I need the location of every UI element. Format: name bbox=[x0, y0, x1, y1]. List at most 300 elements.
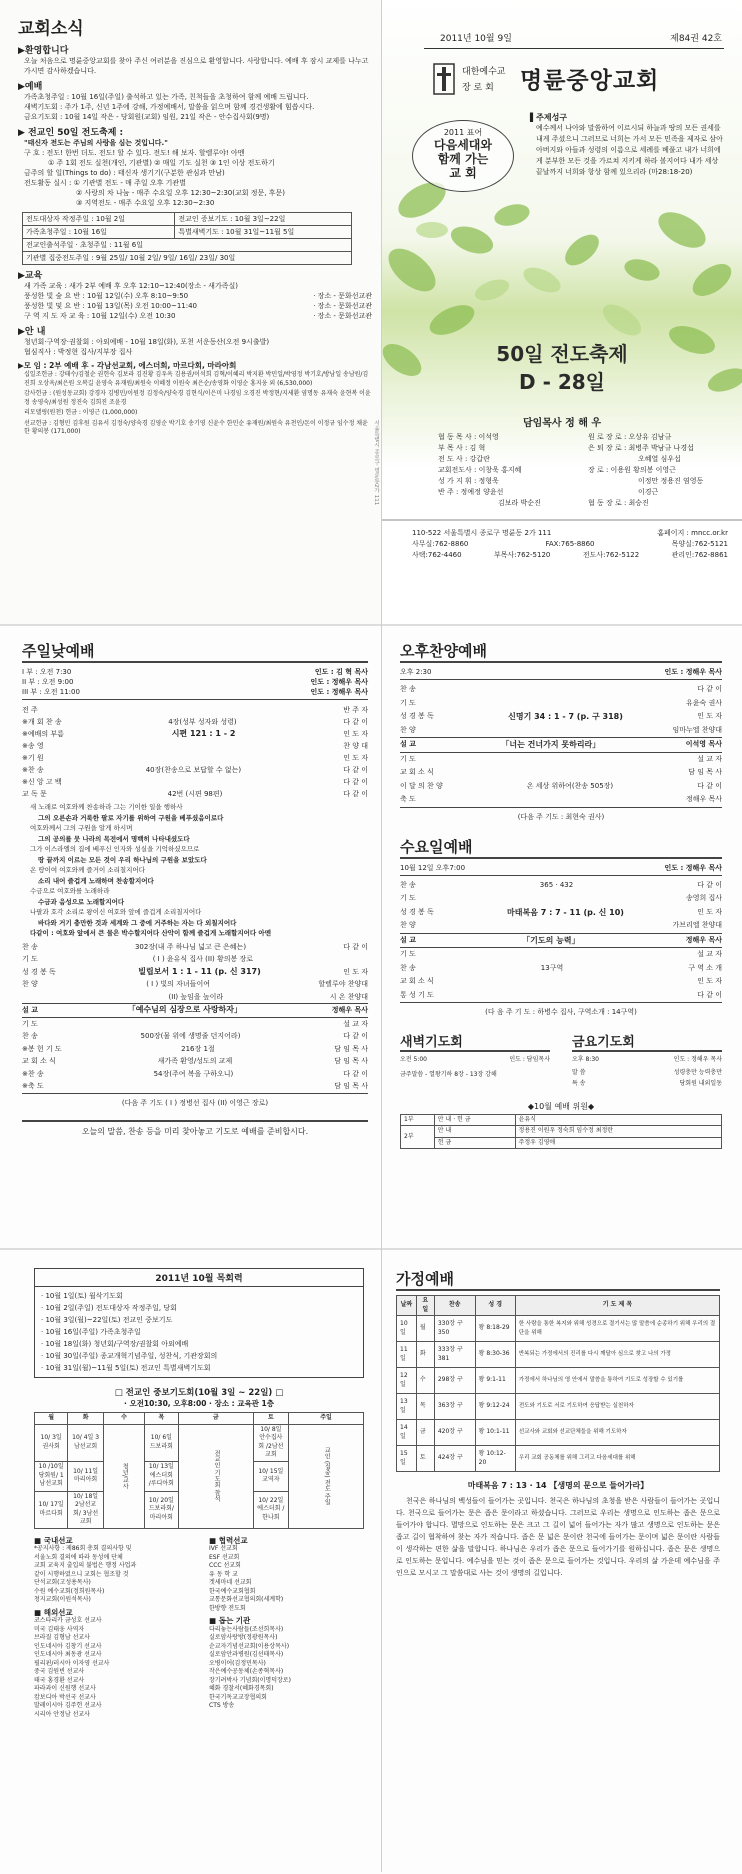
prepare-note: 오늘의 말씀, 찬송 등을 미리 찾아놓고 기도로 예배를 준비합시다. bbox=[22, 1120, 368, 1141]
staff-entry: 이경근 bbox=[638, 488, 659, 496]
schedule-cell: 10/ 3일 권사회 bbox=[35, 1424, 68, 1461]
order-person: 인 도 자 bbox=[697, 712, 722, 720]
order-row bbox=[22, 704, 368, 716]
reading-line: 그의 공의를 뭇 나라의 목전에서 명백히 나타내셨도다 bbox=[38, 834, 190, 843]
volunteer-cell: 안 내 bbox=[434, 1126, 515, 1138]
order-item: 찬 양 bbox=[400, 921, 416, 929]
wednesday-leader: 인도 : 정해우 목사 bbox=[664, 863, 722, 872]
org-item: 실로암안과병원(김선태목사) bbox=[209, 1651, 284, 1658]
family-header: 찬송 bbox=[434, 1296, 475, 1316]
order-row bbox=[400, 879, 722, 893]
order-item: 찬 송 bbox=[22, 1032, 38, 1040]
order-item: 교 회 소 식 bbox=[400, 768, 434, 776]
evangel-motto: "태신자 전도는 주님의 사랑을 심는 것입니다." bbox=[24, 139, 168, 147]
motto-oval bbox=[412, 120, 514, 192]
order-person: 다 같 이 bbox=[343, 718, 368, 726]
family-header: 성 경 bbox=[475, 1296, 515, 1316]
order-item: 교 독 문 bbox=[22, 790, 47, 798]
family-cell: 왕 10:12-20 bbox=[475, 1446, 515, 1472]
afternoon-title: 오후찬양예배 bbox=[400, 642, 487, 660]
family-cell: 목 bbox=[416, 1394, 434, 1420]
order-item: 설 교 bbox=[400, 740, 416, 748]
order-item: 기 도 bbox=[400, 698, 416, 707]
domestic-title: ■ 국내선교 bbox=[34, 1535, 73, 1545]
order-row bbox=[22, 1003, 368, 1018]
schedule-side: 교인 (집중) 전도 주일 bbox=[288, 1424, 363, 1528]
responsive-reading bbox=[30, 802, 368, 939]
motto-line: 교 회 bbox=[449, 166, 477, 180]
org-item: 순교자기념선교회(이용상목사) bbox=[209, 1642, 290, 1650]
staff-entry: 김보라 박순진 bbox=[498, 499, 541, 507]
schedule-cell: 10/ 17일 마르다회 bbox=[35, 1491, 68, 1528]
sunday-order2-list bbox=[22, 941, 368, 1094]
edu-place: · 장소 - 문화선교관 bbox=[313, 302, 372, 310]
order-row bbox=[400, 710, 722, 724]
family-cell: 333장 구381 bbox=[434, 1342, 475, 1368]
family-cell: 12일 bbox=[397, 1368, 417, 1394]
order-row bbox=[22, 752, 368, 764]
day-header: 화 bbox=[68, 1413, 104, 1425]
reading-line: 바다와 거기 충만한 것과 세계와 그 중에 거주하는 자는 다 외칠지어다 bbox=[38, 918, 237, 927]
order-item: 성 경 봉 독 bbox=[400, 712, 434, 720]
wednesday-order-list bbox=[400, 879, 722, 1004]
day-header: 월 bbox=[35, 1413, 68, 1425]
bulletin-date: 2011년 10월 9일 bbox=[440, 34, 512, 44]
staff-entry: 협 동 장 로 : 최승진 bbox=[588, 499, 649, 507]
afternoon-footnote: (다음 주 기도 : 최현숙 권사) bbox=[517, 812, 605, 821]
staff-entry: 전 도 사 : 강갑란 bbox=[438, 455, 490, 463]
family-cell: 424장 구 bbox=[434, 1446, 475, 1472]
assoc-item: 한방향 전도회 bbox=[209, 1604, 246, 1612]
offering-heading: ▶모 임 : 2부 예배 후 - 각남선교회, 에스더회, 마르다회, 마라아회 bbox=[18, 361, 237, 370]
order-row bbox=[400, 989, 722, 1004]
offering-item: 감사헌금 : (원성동교회) 강경자 김병민/이원정 김정숙/양숙경 김현식/이은미 나경임 오경진 박정현/지세환 염명동 유재숙 윤현복 이윤정 송영숙/최성원 정진숙 김희진 조윤경 bbox=[24, 390, 371, 406]
calendar-item: · 10월 1일(토) 월삭기도회 bbox=[41, 1292, 123, 1300]
order-item: ※찬 송 bbox=[22, 1069, 44, 1078]
news-title: 교회소식 bbox=[18, 19, 84, 39]
order-item: 찬 송 bbox=[400, 880, 416, 889]
family-cell: 420장 구 bbox=[434, 1420, 475, 1446]
edu-row bbox=[24, 291, 372, 301]
wednesday-title: 수요일예배 bbox=[400, 837, 473, 856]
reading-line: 땅 끝까지 이르는 모든 것이 우리 하나님의 구원을 보았도다 bbox=[38, 855, 207, 864]
assoc-item: 한국예수교회협회 bbox=[209, 1587, 256, 1595]
order-row bbox=[22, 966, 368, 979]
overseas-item: 필리핀/러시아 이자영 선교사 bbox=[34, 1659, 110, 1667]
org-item: 오병이어(김정민목사) bbox=[209, 1659, 266, 1667]
family-header: 기 도 제 목 bbox=[515, 1296, 719, 1316]
order-content: 「너는 건너가지 못하리라」 bbox=[501, 740, 601, 749]
order-person: 담 임 목 사 bbox=[334, 1044, 368, 1053]
edu-row bbox=[24, 301, 372, 311]
family-cell: 가정에서 하나님의 영 안에서 말씀을 통하여 기도로 성장할 수 있기를 bbox=[515, 1368, 719, 1394]
order-person: 다 같 이 bbox=[697, 781, 722, 790]
order-content: 54장(주여 복을 구하오니) bbox=[153, 1069, 234, 1078]
worship-line: 금요기도회 : 10월 14일 작은 - 당회원(교회) 임원, 21일 작은 - 안수집사회(9명) bbox=[24, 113, 270, 121]
overseas-title: ■ 해외선교 bbox=[34, 1607, 73, 1617]
order-item: ※찬 송 bbox=[22, 766, 44, 774]
order-content: 신명기 34 : 1 - 7 (p. 구 318) bbox=[508, 712, 623, 721]
center-fold-line bbox=[381, 0, 382, 1872]
volunteer-cell: 2부 bbox=[401, 1126, 435, 1149]
overseas-item: 인도네시아 최동광 선교사 bbox=[34, 1651, 102, 1658]
order-content: 「예수님의 심장으로 사랑하자」 bbox=[127, 1005, 243, 1014]
church-news-panel bbox=[0, 0, 382, 624]
prayer-schedule-table bbox=[34, 1412, 364, 1529]
dawn-text: 금주말씀 - 열왕기하 8장 - 13장 강해 bbox=[400, 1070, 497, 1078]
order-content: 500장(물 위에 생명줄 던지어라) bbox=[140, 1032, 241, 1040]
order-person: 인 도 자 bbox=[697, 907, 722, 916]
evangel-line: 전도활동 실시 : ① 기관별 전도 - 매 주일 오후 기관별 bbox=[24, 179, 186, 187]
order-item: ※축 도 bbox=[22, 1082, 44, 1090]
reading-line: 다같이 : 여호와 앞에서 큰 물은 박수할지어다 산악이 함께 즐겁게 노래할지어다 아멘 bbox=[30, 929, 271, 937]
edu-row bbox=[24, 311, 372, 321]
order-item: 찬 송 bbox=[400, 963, 416, 972]
order-row bbox=[400, 906, 722, 920]
afternoon-order-list bbox=[400, 683, 722, 808]
order-row bbox=[400, 892, 722, 906]
schedule-cell: 전교인출석주일 · 초청주일 : 11월 6일 bbox=[23, 239, 352, 252]
dawn-prayer-box bbox=[400, 1031, 550, 1089]
motto-line: 함께 가는 bbox=[437, 152, 489, 166]
order-row bbox=[400, 724, 722, 738]
family-cell: 한 사람을 통한 복지와 위해 성경으로 결기서는 많 말씀에 순종하기 위해 우리의 결단을 위해 bbox=[515, 1316, 719, 1342]
order-person: 구 역 소 개 bbox=[688, 963, 722, 972]
org-item: 작은예수공동체(손종혁목사) bbox=[209, 1668, 284, 1675]
volunteer-title: ◆10월 예배 위원◆ bbox=[527, 1101, 595, 1111]
order-person: 할렐루야 찬양대 bbox=[318, 980, 368, 988]
edu-text: 구 역 지 도 자 교 육 : 10월 12일(수) 오전 10:30 bbox=[24, 312, 176, 320]
order-item: ※신 앙 고 백 bbox=[22, 778, 62, 786]
welcome-text: 오늘 처음으로 명륜중앙교회를 찾아 주신 여러분을 진심으로 환영합니다. 사랑합니다. 예배 후 잠시 교제를 나누고 가시면 감사하겠습니다. bbox=[24, 57, 369, 75]
tel: 관리인:762-8861 bbox=[671, 551, 728, 559]
family-cell: 왕 8:18-29 bbox=[475, 1316, 515, 1342]
order-person: 다 같 이 bbox=[343, 1032, 368, 1040]
order-row bbox=[22, 764, 368, 776]
calendar-title: 2011년 10월 목회력 bbox=[35, 1269, 363, 1287]
service-time: III 부 : 오전 11:00 bbox=[22, 688, 80, 696]
calendar-box bbox=[34, 1268, 364, 1378]
edu-row bbox=[24, 281, 372, 291]
church-logo-icon bbox=[432, 62, 456, 96]
order-content: 시편 121 : 1 - 2 bbox=[171, 729, 236, 738]
family-cell: 11일 bbox=[397, 1342, 417, 1368]
org-item: 실로암사랑방(정광원목사) bbox=[209, 1634, 278, 1641]
contact-info bbox=[412, 528, 728, 561]
denomination-1: 대한예수교 bbox=[462, 67, 506, 77]
order-person: 다 같 이 bbox=[343, 766, 368, 774]
order-person: 담 임 목 사 bbox=[688, 768, 722, 776]
schedule-cell: 전교인 증보기도 : 10월 3일~22일 bbox=[175, 213, 352, 226]
domestic-item: 교회 교육지 출입의 불법은 행정 사업과 bbox=[34, 1562, 137, 1569]
calendar-item: · 10월 16일(주일) 가족초청주일 bbox=[41, 1328, 141, 1336]
tel: 전도사:762-5122 bbox=[582, 551, 640, 559]
offering-item: 리모델링(원천) 헌금 : 이영근 (1,000,000) bbox=[24, 409, 138, 416]
order-person: 다 같 이 bbox=[697, 685, 722, 693]
family-cell: 왕 9:12-24 bbox=[475, 1394, 515, 1420]
order-person: 정해우 목사 bbox=[331, 1006, 368, 1014]
assoc-item: CCC 선교회 bbox=[209, 1562, 241, 1569]
domestic-missions bbox=[34, 1537, 194, 1720]
assoc-item: ESF 선교회 bbox=[209, 1553, 240, 1561]
denomination-2: 장 로 회 bbox=[462, 83, 494, 93]
calendar-item: · 10월 30일(주일) 종교개혁기념주일, 성찬식, 기관장회의 bbox=[41, 1352, 218, 1360]
worship-line: 가족초청주일 : 10월 16일(주일) 출석하고 있는 가족, 친척들을 초청하여 함께 예배 드립니다. bbox=[24, 93, 309, 101]
org-item: 다리놓는사람들(조선희목사) bbox=[209, 1625, 284, 1633]
overseas-item: 중국 김원빈 선교사 bbox=[34, 1668, 85, 1675]
volunteer-cell: 윤유식 bbox=[515, 1114, 721, 1126]
staff-entry: 장 로 : 이용원 황의봉 이영근 bbox=[588, 466, 676, 474]
family-cell: 330장 구350 bbox=[434, 1316, 475, 1342]
partner-missions bbox=[209, 1537, 364, 1720]
order-content: 42번 (시편 98편) bbox=[167, 790, 223, 798]
order-row bbox=[22, 978, 368, 991]
overseas-item: 브라질 김형남 선교사 bbox=[34, 1634, 90, 1641]
evangel-line: ① 주 1회 전도 실천(개인, 기관별) ② 매일 기도 실천 ③ 1인 이상 전도하기 bbox=[48, 159, 275, 167]
order-row bbox=[400, 753, 722, 767]
friday-title: 금요기도회 bbox=[572, 1035, 635, 1050]
evangel-heading: ▶ 전교인 50일 전도축제 : bbox=[18, 128, 124, 138]
order-content: 216장 1절 bbox=[181, 1044, 215, 1053]
order-content: 온 세상 위하여(찬송 505장) bbox=[526, 781, 614, 790]
order-row bbox=[22, 1043, 368, 1056]
reading-line: 소리 내어 즐겁게 노래하며 찬송할지어다 bbox=[38, 876, 154, 885]
sunday-title: 주일낮예배 bbox=[22, 642, 95, 660]
order-person: 송영희 집사 bbox=[685, 894, 722, 902]
wednesday-time: 10월 12일 오후7:00 bbox=[400, 863, 466, 872]
volunteer-cell: 정용진 이원우 정숙희 임수정 최정란 bbox=[515, 1126, 721, 1138]
family-cell: 10일 bbox=[397, 1316, 417, 1342]
family-cell: 전도와 기도로 서로 기도하여 응답받는 실천하자 bbox=[515, 1394, 719, 1420]
staff-entry: 교회전도사 : 이창욱 홍지혜 bbox=[438, 466, 522, 474]
overseas-item: 시리아 안정남 선교사 bbox=[34, 1710, 90, 1718]
reading-line: 수금과 음성으로 노래할지어다 bbox=[38, 897, 125, 906]
assoc-item: IVF 선교회 bbox=[209, 1545, 238, 1552]
order-person: 인 도 자 bbox=[343, 730, 368, 738]
friday-content: 성령충만 능력충만 bbox=[673, 1068, 722, 1076]
weekday-worship-panel bbox=[382, 624, 742, 1250]
evangel-schedule-table bbox=[22, 212, 352, 265]
tel: 사무실:762-8860 bbox=[412, 540, 469, 548]
family-cell: 월 bbox=[416, 1316, 434, 1342]
order-item: 기 도 bbox=[400, 950, 416, 958]
order-person: 설 교 자 bbox=[697, 950, 722, 958]
order-item: 성 경 봉 독 bbox=[400, 907, 434, 916]
family-worship-panel bbox=[382, 1248, 742, 1874]
reading-line: 여호와께서 그의 구원을 알게 하시며 bbox=[30, 824, 133, 832]
day-header: 금 bbox=[178, 1413, 253, 1425]
theme-verse: 예수께서 나아와 말씀하여 이르시되 하늘과 땅의 모든 권세를 내게 주셨으니 그러므로 너희는 가서 모든 민족을 제자로 삼아 아버지와 아들과 성령의 이름으로 세례를 베풀고 내가 너희에게 분부한 모든 것을 가르쳐 지키게 하라 볼지어다 내가 세상 끝날까지 너희와 항상 함께 있으리라 (마28:18-20) bbox=[536, 124, 723, 176]
family-cell: 우리 교회 공동체를 위해 그리고 다음세대를 위해 bbox=[515, 1446, 719, 1472]
tel: 사택:762-4460 bbox=[412, 551, 462, 559]
meditation-title: 마태복음 7 : 13 · 14 【생명의 문으로 들어가라】 bbox=[467, 1481, 649, 1490]
friday-content: 당회원 내외일동 bbox=[679, 1080, 722, 1087]
tel: 부목사:762-5120 bbox=[494, 551, 551, 559]
order-person: 설 교 자 bbox=[697, 754, 722, 763]
reading-line: 온 땅이여 여호와께 즐거이 소리칠지어다 bbox=[30, 866, 146, 874]
assoc-title: ■ 협력선교 bbox=[209, 1535, 248, 1545]
day-header: 주일 bbox=[288, 1413, 363, 1425]
domestic-item: 수원 예수교회(정희원목사) bbox=[34, 1587, 105, 1595]
order-person: 인 도 자 bbox=[343, 754, 368, 762]
domestic-item: 같이 시행하였으니 교회는 협조할 것 bbox=[34, 1570, 129, 1578]
theme-title: ▌주제성구 bbox=[530, 113, 568, 122]
order-content: 40장(찬송으로 보답할 수 없는) bbox=[145, 766, 242, 774]
edu-text: 풍성한 빛 숲 요 반 : 10월 12일(수) 오후 8:10~9:50 bbox=[24, 292, 189, 300]
order-item: 축 도 bbox=[400, 795, 416, 803]
order-item: 이 달 의 찬 양 bbox=[400, 781, 443, 790]
theme-verse-box bbox=[530, 112, 726, 178]
schedule-cell: 10/ 18일 2남선교회/ 3남선교회 bbox=[68, 1491, 104, 1528]
order-item: 찬 송 bbox=[22, 942, 38, 951]
order-row bbox=[400, 962, 722, 976]
afternoon-time: 오후 2:30 bbox=[400, 668, 432, 676]
address: 110-522 서울특별시 종로구 명륜동 2가 111 bbox=[412, 529, 552, 537]
order-person: 다 같 이 bbox=[343, 1069, 368, 1078]
cover-panel bbox=[382, 0, 742, 624]
senior-pastor: 담임목사 정 해 우 bbox=[522, 418, 602, 429]
day-header: 목 bbox=[144, 1413, 178, 1425]
order-person: 담 임 목 사 bbox=[334, 1082, 368, 1090]
family-cell: 선교사와 교회와 선교단체들을 위해 기도하자 bbox=[515, 1420, 719, 1446]
welcome-heading: ▶환영합니다 bbox=[18, 46, 69, 56]
reading-line: 그의 오른손과 거룩한 팔로 자기를 위하여 구원을 베푸셨음이로다 bbox=[38, 813, 224, 822]
order-row bbox=[22, 941, 368, 954]
family-cell: 왕 9:1-11 bbox=[475, 1368, 515, 1394]
order-item: 찬 양 bbox=[400, 725, 416, 734]
family-cell: 298장 구 bbox=[434, 1368, 475, 1394]
order-row bbox=[22, 1018, 368, 1031]
worship-line: 새벽기도회 : 주가 1주, 신년 1주에 강해, 가정예배서, 말씀을 읽으며 함께 경건생활에 힘씁시다. bbox=[24, 103, 315, 111]
schedule-cell: 10/ 8일 안수집사회 /2남선교회 bbox=[253, 1424, 288, 1461]
dawn-leader: 인도 : 담임목사 bbox=[509, 1056, 550, 1063]
calendar-item: · 10월 3일(월)~22일(토) 전교인 중보기도 bbox=[41, 1316, 173, 1324]
family-cell: 14일 bbox=[397, 1420, 417, 1446]
family-cell: 15일 bbox=[397, 1446, 417, 1472]
notice-line: 협심직사 : 박정현 집사/지부장 집사 bbox=[24, 348, 133, 356]
order-person: 설 교 자 bbox=[343, 1019, 368, 1028]
order-content: ( I ) 빛의 자녀들이여 bbox=[146, 980, 210, 988]
order-row bbox=[400, 697, 722, 711]
schedule-cell: 10/ 13일 에스더회 /루디아회 bbox=[144, 1461, 178, 1491]
friday-item: 말 씀 bbox=[572, 1068, 586, 1076]
schedule-cell: 기관별 집중전도주일 : 9월 25일/ 10월 2일/ 9일/ 16일/ 23일/ 30일 bbox=[23, 252, 352, 265]
staff-list bbox=[438, 432, 728, 509]
motto-line: 다음세대와 bbox=[434, 138, 492, 152]
order-item: 성 경 봉 독 bbox=[22, 967, 56, 976]
order-item: 설 교 bbox=[22, 1006, 38, 1014]
domestic-item: 단석교회(고성용목사) bbox=[34, 1579, 91, 1586]
reading-line: 수금으로 여호와를 노래하라 bbox=[30, 887, 110, 895]
service-leader: 인도 : 김 혁 목사 bbox=[314, 668, 368, 676]
overseas-item: 인도네시아 김창기 선교사 bbox=[34, 1642, 102, 1650]
overseas-item: 코스타리카 금성호 선교사 bbox=[34, 1617, 102, 1624]
homepage: 홈페이지 : mncc.or.kr bbox=[657, 529, 728, 537]
order-person: 가브리엘 찬양대 bbox=[672, 921, 722, 929]
schedule-side: 청년/교사 bbox=[103, 1424, 144, 1528]
order-person: 다 같 이 bbox=[343, 790, 368, 798]
staff-entry: 은 퇴 장 로 : 최병주 박남규 나경섭 bbox=[588, 444, 694, 452]
order-person: 정해우 목사 bbox=[685, 795, 722, 803]
bulletin-issue: 제84권 42호 bbox=[670, 34, 722, 44]
schedule-cell: 가족초청주일 : 10월 16일 bbox=[23, 226, 175, 239]
order-person: 다 같 이 bbox=[343, 778, 368, 786]
notice-line: 청년회·구역장·권찰회 : 아외예배 - 10월 18일(화), 포천 서운동산(오전 9시출발) bbox=[24, 338, 270, 346]
schedule-cell: 10/ 4일 3남선교회 bbox=[68, 1424, 104, 1461]
schedule-cell: 10/ 15일 교역자 bbox=[253, 1461, 288, 1491]
volunteer-cell: 주정우 김영애 bbox=[515, 1137, 721, 1149]
wednesday-footnote: (다 음 주 기 도 : 하병수 집사, 구역소개 : 14구역) bbox=[485, 1008, 637, 1016]
order-row bbox=[400, 948, 722, 962]
worship-heading: ▶예배 bbox=[18, 82, 43, 92]
edu-text: 새 가족 교육 : 새가 2부 예배 후 오후 12:10~12:40(장소 - 새가족실) bbox=[24, 282, 238, 290]
prayer-time: · 오전10:30, 오후8:00 · 장소 : 교육관 1층 bbox=[123, 1399, 275, 1408]
family-cell: 금 bbox=[416, 1420, 434, 1446]
org-title: ■ 돕는 기관 bbox=[209, 1616, 251, 1625]
family-header: 날짜 bbox=[397, 1296, 417, 1316]
friday-time: 오후 8:30 bbox=[572, 1056, 599, 1063]
family-cell: 13일 bbox=[397, 1394, 417, 1420]
volunteer-cell: 1부 bbox=[401, 1114, 435, 1126]
order-item: 기 도 bbox=[400, 754, 416, 763]
staff-entry: 원 로 장 로 : 오상유 김남규 bbox=[588, 433, 672, 441]
fax: FAX:765-8860 bbox=[545, 540, 595, 548]
evangel-line: 구 호 : 전도! 한번 더도. 전도! 할 수 있다. 전도! 해 보자. 할렐루야! 아멘 bbox=[24, 149, 245, 157]
family-cell: 화 bbox=[416, 1342, 434, 1368]
order-row bbox=[22, 776, 368, 788]
offering-item: 선교헌금 : 김형민 김후원 김유서 김정숙/양숙경 김영순 박기호 송기영 신윤수 한민순 유재원/최원숙 유천인/돈이 이정규 임수정 채윤한 황의봉 (171,000) bbox=[24, 419, 368, 435]
schedule-cell: 전도대상자 작정주일 : 10월 2일 bbox=[23, 213, 175, 226]
order-person: 인 도 자 bbox=[343, 967, 368, 976]
order-row bbox=[22, 1030, 368, 1043]
staff-entry: 반 주 : 정예정 양윤선 bbox=[438, 488, 504, 496]
order-row bbox=[400, 919, 722, 933]
meditation-text: 천국은 하나님의 백성들이 들어가는 곳입니다. 천국은 하나님의 초청을 받은 사람들이 들어가는 곳입니다. 천국으로 들어가는 문은 좁은 문이라고 하셨습니다. 그러므로 우리는 생명으로 인도하는 좁은 문으로 들어가야 합니다. 멸망으로 인도하는 문은 크고 그 길이 넓어 들어가는 자가 많고 생명으로 인도하는 문은 좁고 길이 협착하여 찾는 자가 적습니다. 좁은 문 넓은 문이란 천국에 들어가는 문이며 넓은 문이란 사람들이 생각하는 편한 삶을 말합니다. 하나님은 우리가 좁은 문으로 들어가기를 원하십니다. 좁은 문은 생명으로 인도하는 문입니다. 예수님을 믿는 것이 좁은 문으로 들어가는 것입니다. 우리의 삶 가운데 예수님을 주인으로 모시고 그 말씀대로 사는 것이 생명의 길입니다. bbox=[396, 1497, 720, 1577]
order-row bbox=[22, 1068, 368, 1081]
family-cell: 왕 8:30-36 bbox=[475, 1342, 515, 1368]
order-row bbox=[22, 788, 368, 800]
dawn-time: 오전 5:00 bbox=[400, 1056, 427, 1063]
friday-item: 특 송 bbox=[572, 1080, 586, 1087]
order-content: (II) 높임을 높이라 bbox=[168, 992, 224, 1001]
order-item: 교 회 소 식 bbox=[22, 1057, 56, 1065]
reading-line: 그가 이스라엘의 집에 베푸신 인자와 성실을 기억하셨으므로 bbox=[30, 845, 200, 853]
order-row bbox=[400, 933, 722, 949]
family-worship-table bbox=[396, 1295, 720, 1472]
order-row bbox=[400, 737, 722, 753]
edu-text: 풍성한 빛 및 요 반 : 10월 13일(목) 오전 10:00~11:40 bbox=[24, 302, 198, 310]
order-person: 담 임 목 사 bbox=[334, 1057, 368, 1065]
order-content: 365 · 432 bbox=[539, 880, 574, 889]
assoc-item: 교통문화선교협의회(세계학) bbox=[209, 1596, 284, 1603]
motto-year: 2011 표어 bbox=[443, 128, 483, 137]
order-row bbox=[22, 953, 368, 966]
order-item: 전 주 bbox=[22, 706, 38, 714]
sunday-worship-panel bbox=[0, 624, 382, 1250]
order-row bbox=[400, 793, 722, 808]
order-item: ※예배의 부름 bbox=[22, 730, 64, 738]
order-item: 기 도 bbox=[400, 894, 416, 902]
staff-entry: 성 가 지 휘 : 정형욱 bbox=[438, 477, 499, 485]
offering-item: 십일조헌금 : 강태수/김철순 권헌숙 김보라 김진황 김우옥 김용권/이석희 김혁/이혜리 박지환 박민일/박영정 박기호/방남일 송남원/김진희 오상옥/최은원 오복길 윤영숙 유재원/최원숙 이혜정 이원숙 최은순/송영화 이영순 홍지웅 외 (6,530,000) bbox=[24, 371, 369, 387]
side-address-note: 서울특별시 종로구 명륜동2가 111 bbox=[373, 420, 379, 506]
order-content: 마태복음 7 : 7 - 11 (p. 신 10) bbox=[507, 907, 624, 917]
order-row bbox=[400, 683, 722, 697]
order-item: 설 교 bbox=[400, 935, 416, 944]
dawn-title: 새벽기도회 bbox=[400, 1035, 463, 1050]
org-item: CTS 방송 bbox=[209, 1702, 235, 1709]
order-item: ※개 회 찬 송 bbox=[22, 718, 62, 726]
